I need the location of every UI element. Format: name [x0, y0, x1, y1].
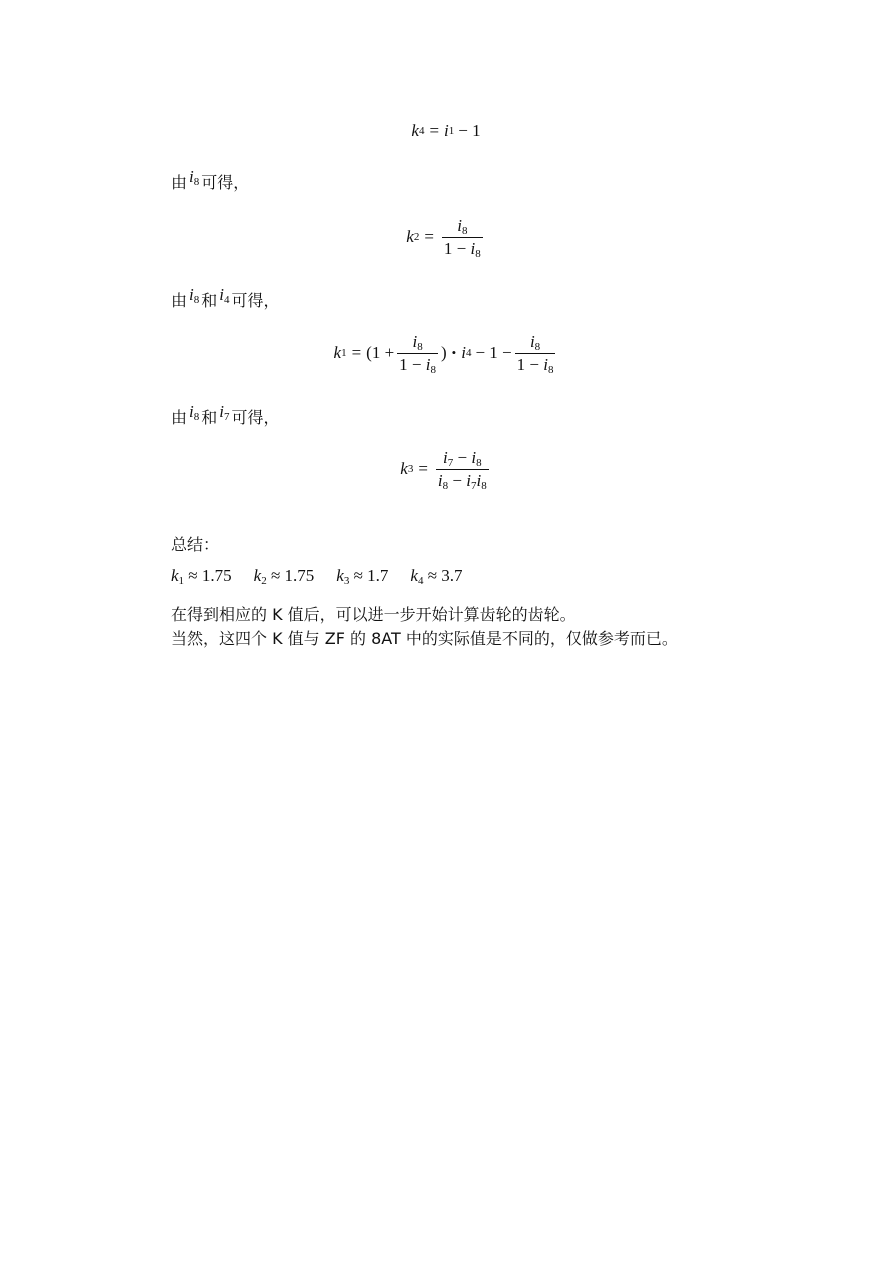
eq-k2-fraction: $\frac{i_8}{1 - i_8}$ [443, 215, 481, 260]
text-line-from-i8-i4 [171, 285, 280, 317]
eq-k1-mid-var: i [461, 343, 466, 362]
text-kede: 可得， [201, 173, 250, 192]
symbol-i8: $i_8$ [189, 285, 200, 306]
result-k2: $k_2 \approx 1.75$ [253, 566, 315, 587]
text-you: 由 [171, 408, 188, 427]
eq-k4-lhs: k [411, 121, 419, 140]
eq-k1-open: (1 + [366, 343, 395, 362]
text-line-from-i8-i7 [171, 402, 280, 434]
result-k4: $k_4 \approx 3.7$ [410, 566, 463, 587]
symbol-i7: $i_7$ [219, 402, 230, 423]
result-k3: $k_3 \approx 1.7$ [336, 566, 389, 587]
text-kede: 可得， [231, 408, 280, 427]
summary-label: 总结： [171, 535, 220, 554]
eq-k1-lhs: k [333, 343, 342, 362]
text-kede: 可得， [231, 291, 280, 310]
eq-k1-bullet: • [451, 345, 457, 360]
text-you: 由 [171, 291, 188, 310]
paragraph-2: 当然，这四个 K 值与 ZF 的 8AT 中的实际值是不同的，仅做参考而已。 [171, 629, 678, 648]
equation-k2: k 2 = $\frac{i_8}{1 - i_8}$ [406, 215, 481, 260]
eq-k1-mid-tail: − 1 − [475, 343, 512, 362]
text-line-from-i8 [171, 167, 250, 199]
results-row [171, 566, 463, 586]
symbol-i8: $i_8$ [189, 167, 200, 188]
text-he: 和 [201, 408, 218, 427]
paragraph-1: 在得到相应的 K 值后，可以进一步开始计算齿轮的齿轮。 [171, 605, 576, 624]
eq-k1-close: ) [440, 343, 447, 362]
eq-k1-fraction-2: $\frac{i_8}{1 - i_8}$ [516, 331, 554, 376]
symbol-i8: $i_8$ [189, 402, 200, 423]
equation-k4: k 4 = i 1 − 1 [411, 121, 481, 140]
eq-k2-lhs: k [406, 227, 414, 246]
symbol-i4: $i_4$ [219, 285, 230, 306]
equation-k3: k 3 = $\frac{i_7 - i_8}{i_8 - i_7i_8}$ [400, 447, 487, 492]
eq-k3-fraction: $\frac{i_7 - i_8}{i_8 - i_7i_8}$ [437, 447, 487, 492]
text-you: 由 [171, 173, 188, 192]
text-he: 和 [201, 291, 218, 310]
equation-k1: k 1 = (1 + $\frac{i_8}{1 - i_8}$ ) • i 4 − 1 − $\frac{i_8}{1 - i_8}$ [333, 331, 554, 376]
result-k1: $k_1 \approx 1.75$ [171, 566, 232, 587]
eq-k4-rhs-var: i [444, 121, 449, 140]
eq-k1-fraction-1: $\frac{i_8}{1 - i_8}$ [399, 331, 436, 376]
eq-k3-lhs: k [400, 459, 408, 478]
eq-k4-rhs-tail: − 1 [458, 121, 481, 140]
